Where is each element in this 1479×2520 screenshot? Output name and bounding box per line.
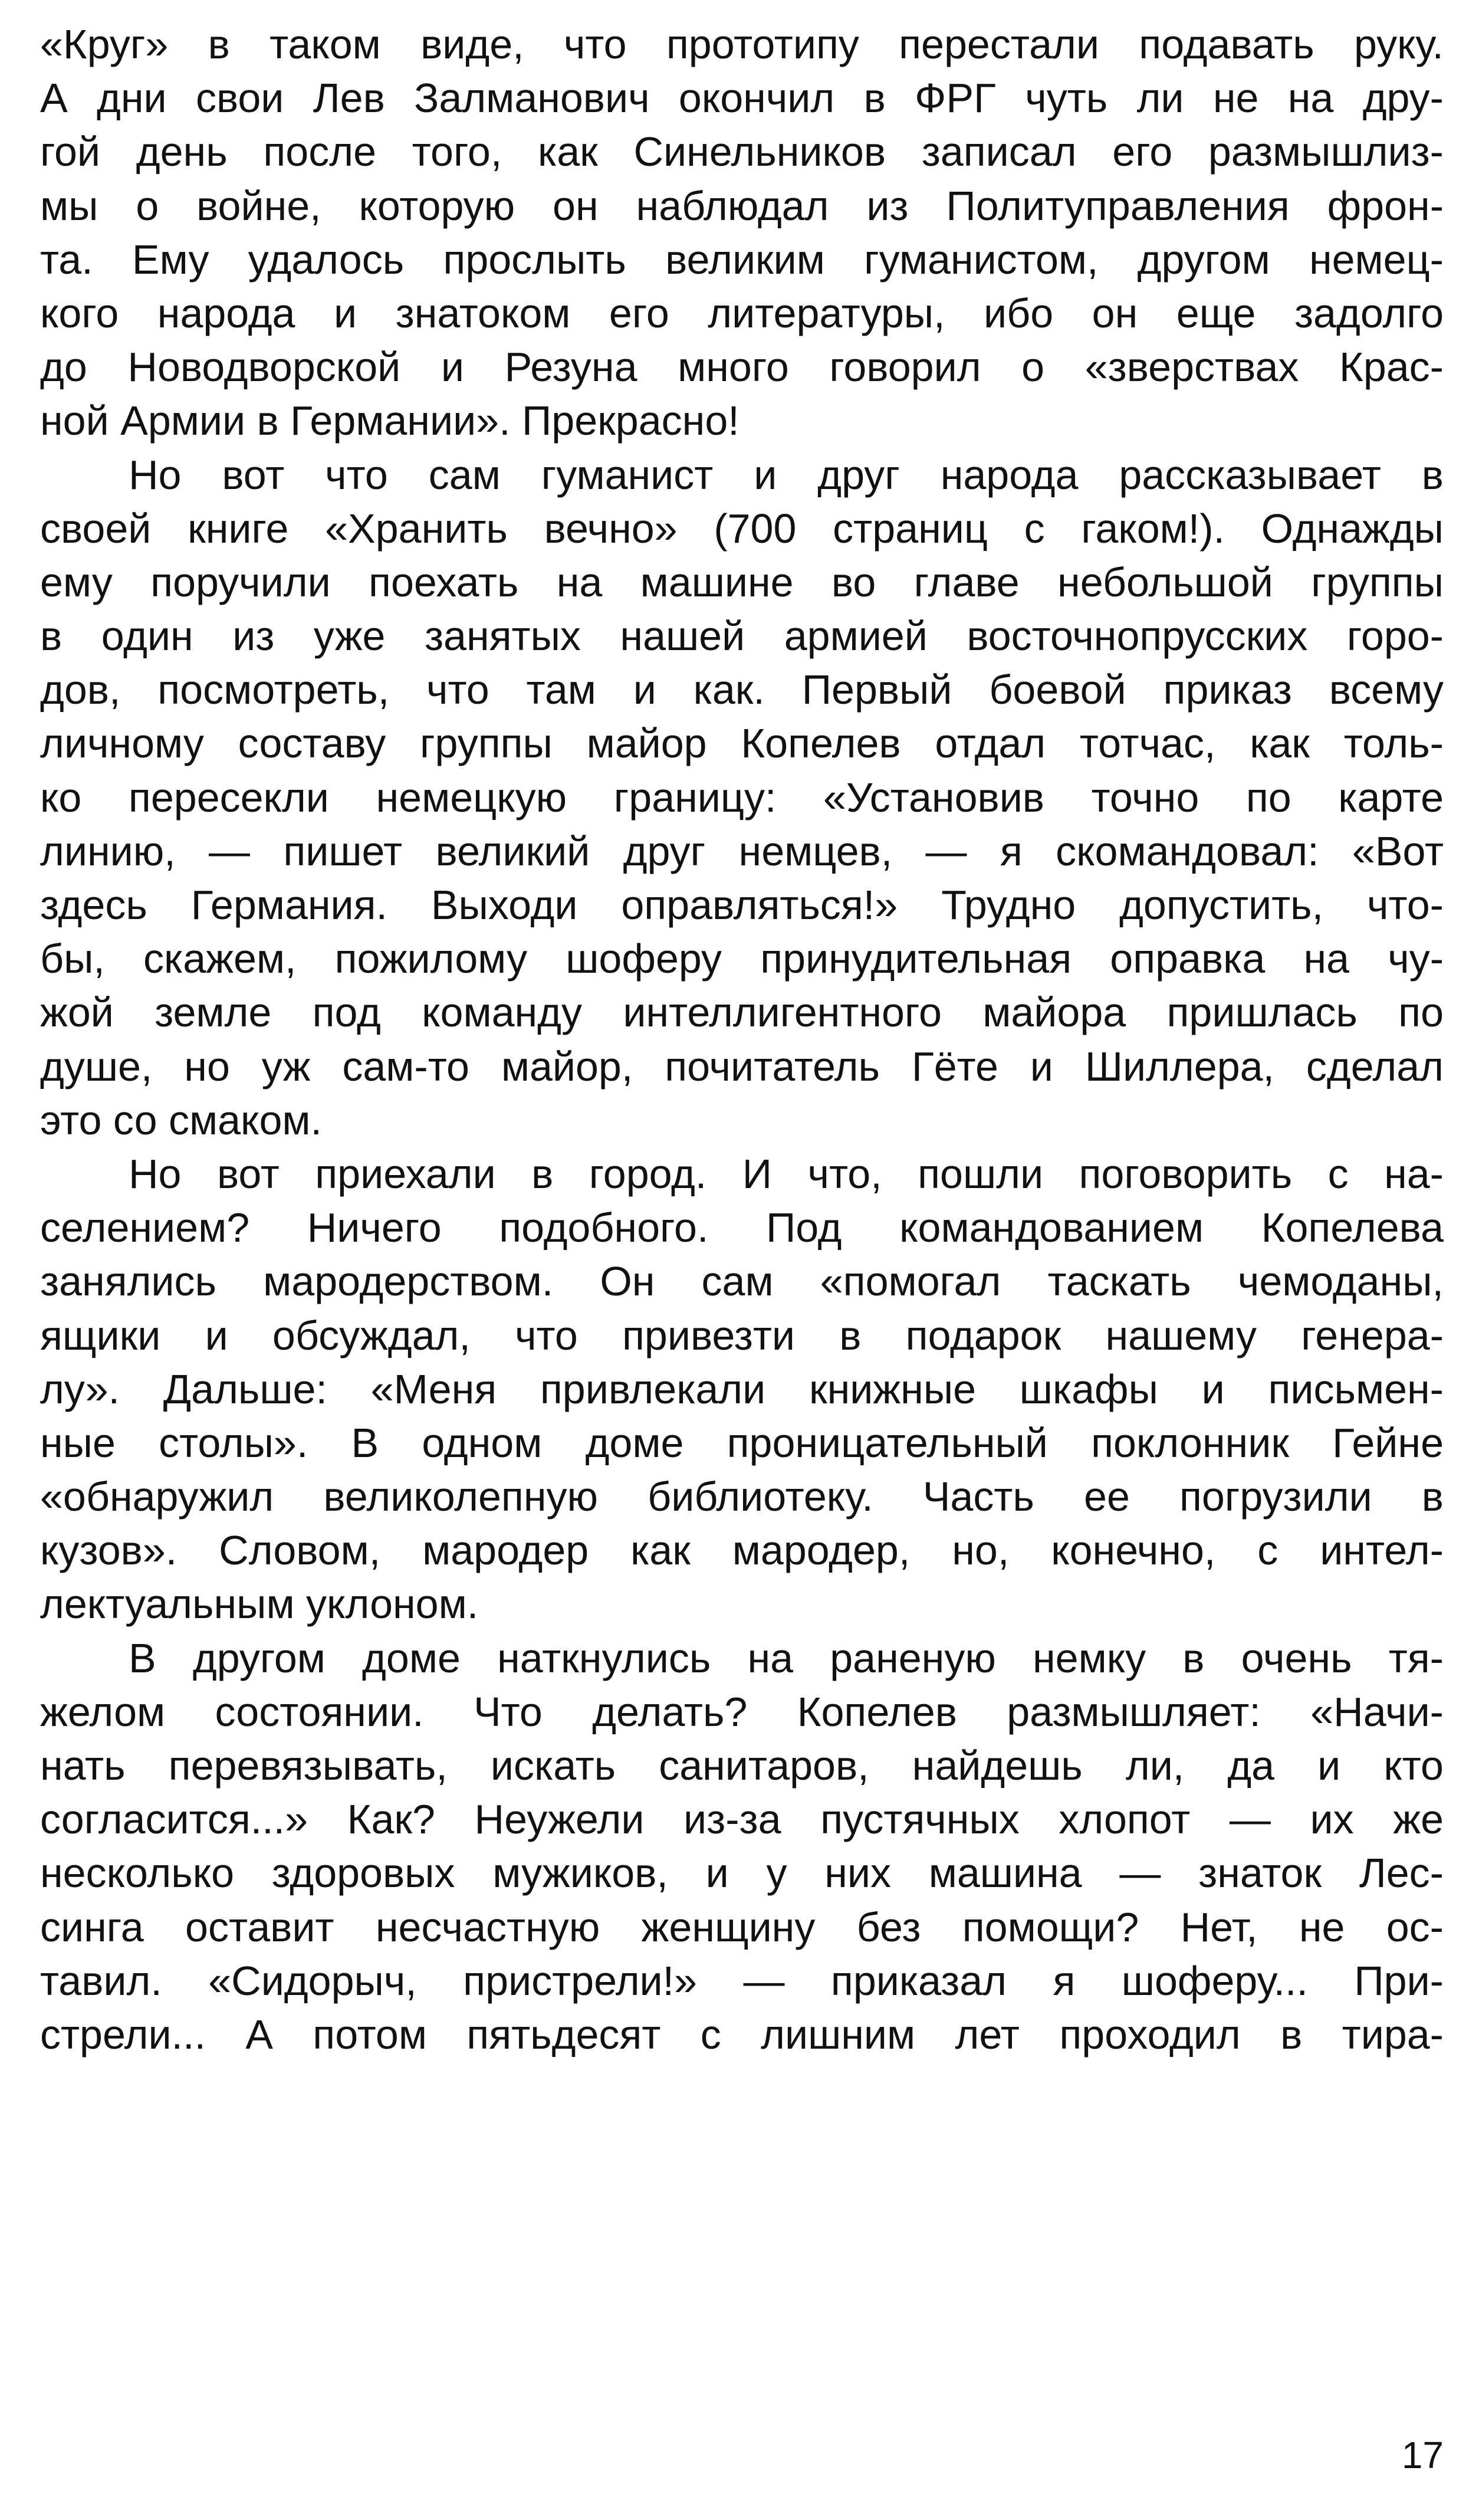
text-line: это со смаком. xyxy=(40,1097,322,1143)
text-line: дов, посмотреть, что там и как. Первый боевой приказ всему xyxy=(40,667,1444,713)
text-line: та. Ему удалось прослыть великим гуманистом, другом немец- xyxy=(40,236,1444,283)
text-line: стрели... А потом пятьдесят с лишним лет проходил в тира- xyxy=(40,2011,1444,2058)
paragraph-3 xyxy=(40,1147,1444,1632)
book-page xyxy=(40,18,1444,2495)
text-line: в один из уже занятых нашей армией восточнопрусских горо- xyxy=(40,613,1444,659)
text-line: нать перевязывать, искать санитаров, найдешь ли, да и кто xyxy=(40,1743,1444,1789)
text-line: личному составу группы майор Копелев отдал тотчас, как толь- xyxy=(40,720,1444,767)
text-line: Но вот приехали в город. И что, пошли поговорить с на- xyxy=(129,1150,1444,1197)
text-line: до Новодворской и Резуна много говорил о «зверствах Крас- xyxy=(40,344,1444,391)
text-line: синга оставит несчастную женщину без помощи? Нет, не ос- xyxy=(40,1904,1444,1950)
text-line: душе, но уж сам-то майор, почитатель Гёте и Шиллера, сделал xyxy=(40,1043,1444,1090)
text-line: ящики и обсуждал, что привезти в подарок нашему генера- xyxy=(40,1312,1444,1359)
text-line: Но вот что сам гуманист и друг народа рассказывает в xyxy=(129,451,1444,498)
text-line: желом состоянии. Что делать? Копелев размышляет: «Начи- xyxy=(40,1688,1444,1735)
text-line: лектуальным уклоном. xyxy=(40,1581,479,1628)
text-line: гой день после того, как Синельников записал его размышлиз- xyxy=(40,129,1444,175)
text-line: бы, скажем, пожилому шоферу принудительная оправка на чу- xyxy=(40,936,1444,982)
text-line: кого народа и знатоком его литературы, ибо он еще задолго xyxy=(40,290,1444,336)
text-line: мы о войне, которую он наблюдал из Политуправления фрон- xyxy=(40,182,1444,229)
text-line: «Круг» в таком виде, что прототипу перестали подавать руку. xyxy=(40,21,1444,67)
text-line: ные столы». В одном доме проницательный поклонник Гейне xyxy=(40,1419,1444,1466)
page-number: 17 xyxy=(1401,2434,1444,2476)
text-line: своей книге «Хранить вечно» (700 страниц с гаком!). Однажды xyxy=(40,505,1444,552)
paragraph-4 xyxy=(40,1632,1444,2062)
text-line: согласится...» Как? Неужели из-за пустячных хлопот — их же xyxy=(40,1796,1444,1843)
paragraph-2 xyxy=(40,448,1444,1147)
text-line: ему поручили поехать на машине во главе небольшой группы xyxy=(40,559,1444,605)
text-line: В другом доме наткнулись на раненую немку в очень тя- xyxy=(129,1635,1444,1681)
text-line: «обнаружил великолепную библиотеку. Часть ее погрузили в xyxy=(40,1474,1444,1520)
text-line: А дни свои Лев Залманович окончил в ФРГ чуть ли не на дру- xyxy=(40,75,1444,122)
text-line: селением? Ничего подобного. Под командованием Копелева xyxy=(40,1205,1444,1251)
text-line: линию, — пишет великий друг немцев, — я скомандовал: «Вот xyxy=(40,828,1444,874)
text-line: здесь Германия. Выходи оправляться!» Трудно допустить, что- xyxy=(40,882,1444,928)
paragraph-1 xyxy=(40,18,1444,448)
text-line: занялись мародерством. Он сам «помогал таскать чемоданы, xyxy=(40,1258,1444,1305)
text-line: ко пересекли немецкую границу: «Установив точно по карте xyxy=(40,774,1444,821)
text-line: кузов». Словом, мародер как мародер, но, конечно, с интел- xyxy=(40,1527,1444,1574)
text-line: тавил. «Сидорыч, пристрели!» — приказал я шоферу... При- xyxy=(40,1957,1444,2004)
text-line: лу». Дальше: «Меня привлекали книжные шкафы и письмен- xyxy=(40,1366,1444,1412)
text-line: несколько здоровых мужиков, и у них машина — знаток Лес- xyxy=(40,1850,1444,1896)
text-line: жой земле под команду интеллигентного майора пришлась по xyxy=(40,989,1444,1036)
text-line: ной Армии в Германии». Прекрасно! xyxy=(40,398,740,444)
